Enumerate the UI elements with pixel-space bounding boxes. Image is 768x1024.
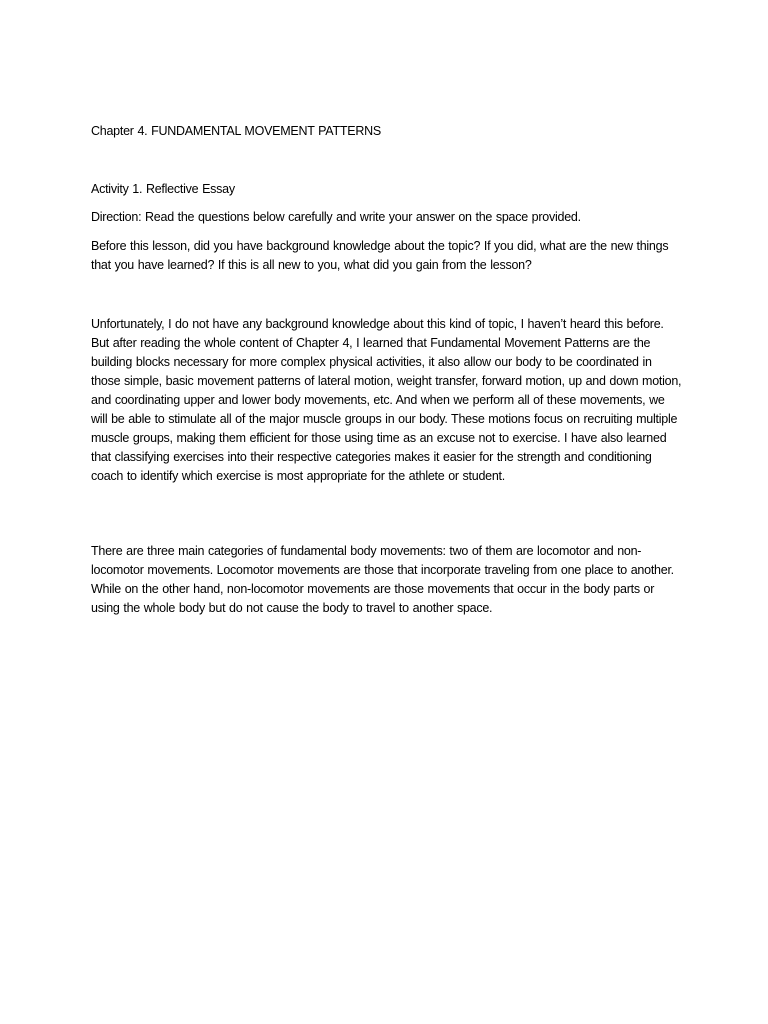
answer-paragraph: Unfortunately, I do not have any background knowledge about this kind of topic, I haven’t heard this before. But after reading the whole content of Chapter 4, I learned that Fundamental Movement Patterns are the building blocks necessary for more complex physical activities, it also allow our body to be coordinated in those simple, basic movement patterns of lateral motion, weight transfer, forward motion, up and down motion, and coordinating upper and lower body movements, etc. And when we perform all of these movements, we will be able to stimulate all of the major muscle groups in our body. These motions focus on recruiting multiple muscle groups, making them efficient for those using time as an excuse not to exercise. I have also learned that classifying exercises into their respective categories makes it easier for the strength and conditioning coach to identify which exercise is most appropriate for the athlete or student.: [91, 317, 682, 483]
chapter-title: Chapter 4. FUNDAMENTAL MOVEMENT PATTERNS: [91, 124, 381, 138]
direction-text: Direction: Read the questions below carefully and write your answer on the space provided.: [91, 210, 581, 224]
question-text: Before this lesson, did you have background knowledge about the topic? If you did, what are the new things that you have learned? If this is all new to you, what did you gain from the lesson?: [91, 239, 669, 272]
activity-title: Activity 1. Reflective Essay: [91, 182, 235, 196]
answer-paragraph: There are three main categories of fundamental body movements: two of them are locomotor and non-locomotor movements. Locomotor movements are those that incorporate traveling from one place to another. While on the other hand, non-locomotor movements are those movements that occur in the body parts or using the whole body but do not cause the body to travel to another space.: [91, 544, 674, 615]
